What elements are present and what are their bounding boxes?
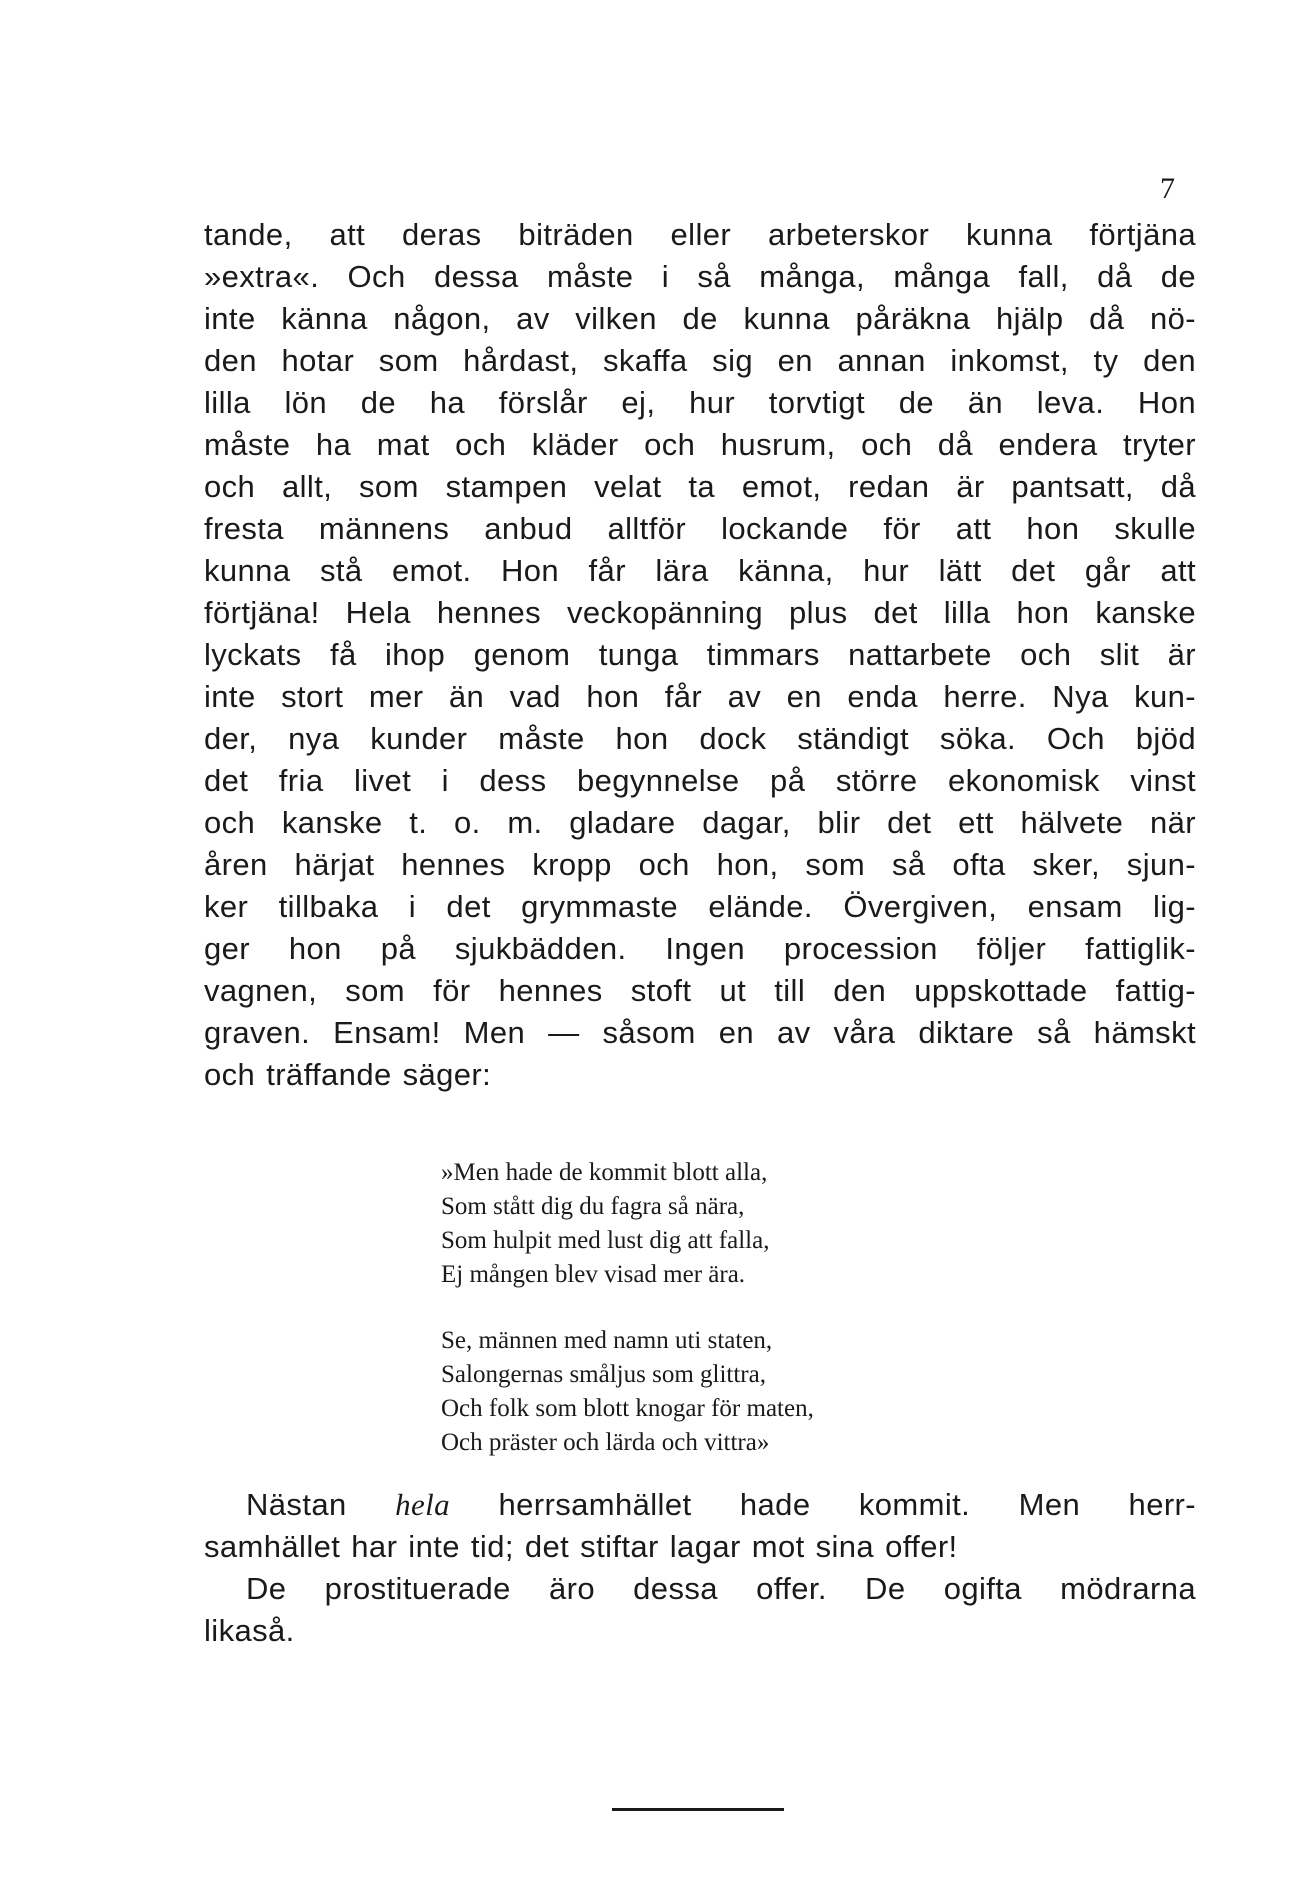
body-text-line: inte stort mer än vad hon får av en enda herre. Nya kun- [204,679,1196,714]
body-text-line: inte känna någon, av vilken de kunna påräkna hjälp då nö- [204,301,1196,336]
body-text-line: åren härjat hennes kropp och hon, som så ofta sker, sjun- [204,847,1196,882]
body-text-line: den hotar som hårdast, skaffa sig en annan inkomst, ty den [204,343,1196,378]
body-text-line: måste ha mat och kläder och husrum, och då endera tryter [204,427,1196,462]
closing-paragraph-2-line-1: De prostituerade äro dessa offer. De ogifta mödrarna [246,1571,1196,1606]
body-text-line: tande, att deras biträden eller arbeterskor kunna förtjäna [204,217,1196,252]
body-text-line: och kanske t. o. m. gladare dagar, blir det ett hälvete när [204,805,1196,840]
body-text-line: der, nya kunder måste hon dock ständigt söka. Och bjöd [204,721,1196,756]
body-text-line: vagnen, som för hennes stoft ut till den uppskottade fattig- [204,973,1196,1008]
emphasis-word: hela [395,1487,451,1522]
body-text-line: lilla lön de ha förslår ej, hur torvtigt de än leva. Hon [204,385,1196,420]
verse-line: Salongernas småljus som glittra, [441,1361,766,1388]
closing-paragraph-1-line-1: Nästan hela herrsamhället hade kommit. Men herr- [246,1487,1197,1522]
body-text-line: »extra«. Och dessa måste i så många, många fall, då de [204,259,1196,294]
verse-line: Och präster och lärda och vittra» [441,1429,770,1456]
body-text-line: och allt, som stampen velat ta emot, redan är pantsatt, då [204,469,1196,504]
verse-line: Och folk som blott knogar för maten, [441,1395,814,1422]
closing-paragraph-1-line-2: samhället har inte tid; det stiftar lagar mot sina offer! [204,1529,958,1564]
body-text-line: det fria livet i dess begynnelse på större ekonomisk vinst [204,763,1196,798]
verse-line: »Men hade de kommit blott alla, [441,1159,768,1186]
body-text-line: graven. Ensam! Men — såsom en av våra diktare så hämskt [204,1015,1196,1050]
body-text-line: lyckats få ihop genom tunga timmars nattarbete och slit är [204,637,1196,672]
body-text-line: ker tillbaka i det grymmaste elände. Övergiven, ensam lig- [204,889,1196,924]
body-text-line: förtjäna! Hela hennes veckopänning plus det lilla hon kanske [204,595,1196,630]
body-text-line: och träffande säger: [204,1057,492,1092]
verse-line: Ej mången blev visad mer ära. [441,1261,746,1288]
closing-paragraph-2-line-2: likaså. [204,1613,295,1648]
section-end-rule [612,1808,784,1811]
body-text-line: fresta männens anbud alltför lockande för att hon skulle [204,511,1196,546]
verse-line: Se, männen med namn uti staten, [441,1327,773,1354]
body-text-line: ger hon på sjukbädden. Ingen procession följer fattiglik- [204,931,1196,966]
verse-line: Som stått dig du fagra så nära, [441,1193,745,1220]
page-number: 7 [1160,172,1175,205]
verse-line: Som hulpit med lust dig att falla, [441,1227,770,1254]
body-text-line: kunna stå emot. Hon får lära känna, hur lätt det går att [204,553,1196,588]
